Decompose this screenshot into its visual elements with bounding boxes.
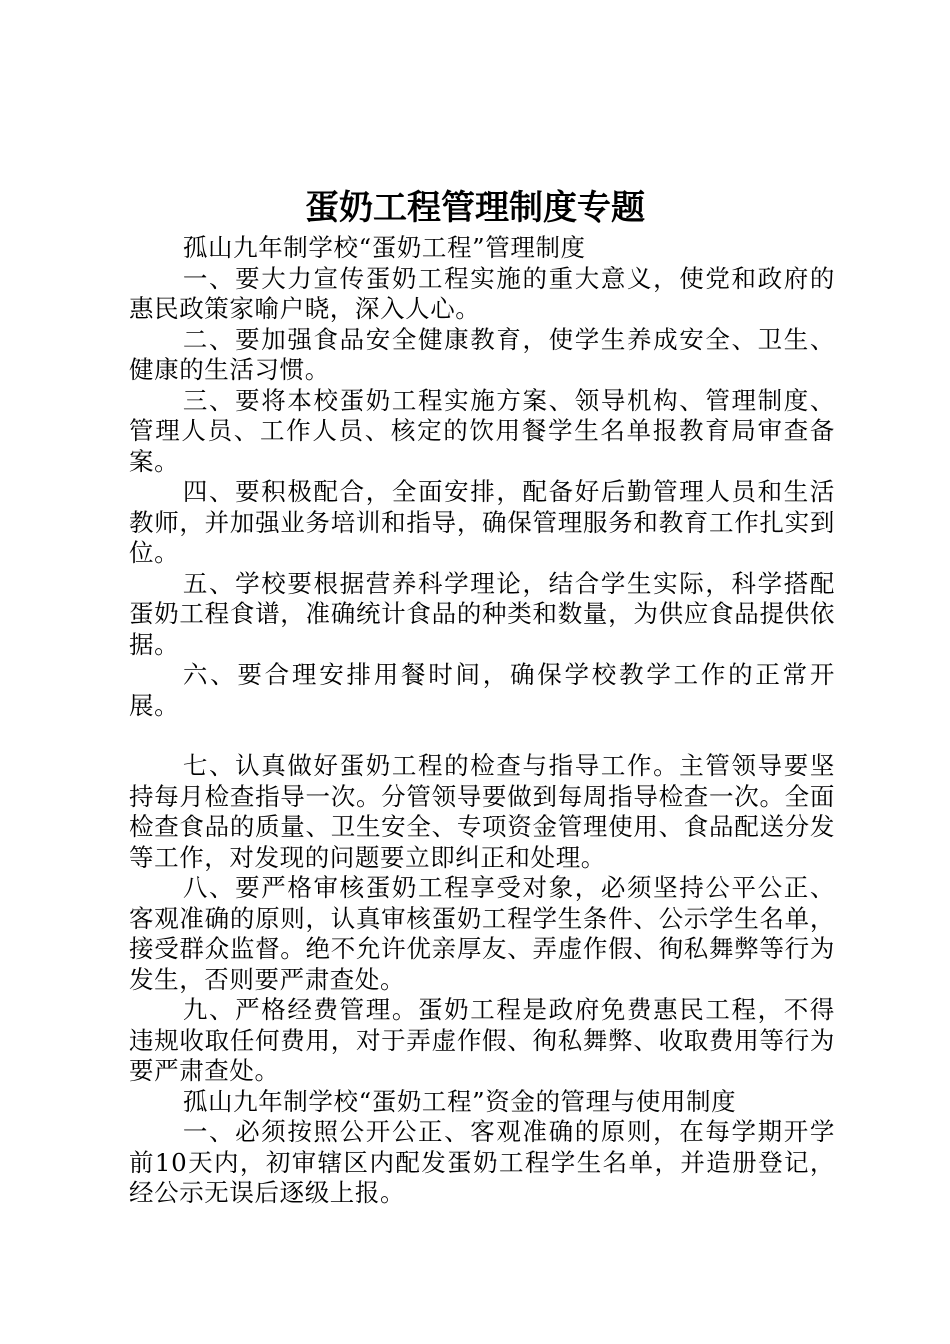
- paragraph-item-9: 九、严格经费管理。蛋奶工程是政府免费惠民工程，不得违规收取任何费用，对于弄虚作假、徇私舞弊、收取费用等行为要严肃查处。: [129, 995, 835, 1085]
- paragraph-spacer: [129, 721, 835, 751]
- paragraph-item-2: 二、要加强食品安全健康教育，使学生养成安全、卫生、健康的生活习惯。: [129, 324, 835, 384]
- section-heading-fund-rules: 孤山九年制学校“蛋奶工程”资金的管理与使用制度: [182, 1086, 737, 1116]
- paragraph-item-6: 六、要合理安排用餐时间，确保学校教学工作的正常开展。: [129, 660, 835, 720]
- paragraph-item-1: 一、要大力宣传蛋奶工程实施的重大意义，使党和政府的惠民政策家喻户晓，深入人心。: [129, 263, 835, 323]
- paragraph-item-3: 三、要将本校蛋奶工程实施方案、领导机构、管理制度、管理人员、工作人员、核定的饮用餐学生名单报教育局审查备案。: [129, 385, 835, 476]
- paragraph-item-5: 五、学校要根据营养科学理论，结合学生实际，科学搭配蛋奶工程食谱，准确统计食品的种类和数量，为供应食品提供依据。: [129, 568, 835, 659]
- paragraph-item-4: 四、要积极配合，全面安排，配备好后勤管理人员和生活教师，并加强业务培训和指导，确保管理服务和教育工作扎实到位。: [129, 477, 835, 567]
- document-title: 蛋奶工程管理制度专题: [305, 188, 645, 228]
- section-heading-management-rules: 孤山九年制学校“蛋奶工程”管理制度: [182, 233, 586, 262]
- paragraph-item-7: 七、认真做好蛋奶工程的检查与指导工作。主管领导要坚持每月检查指导一次。分管领导要做到每周指导检查一次。全面检查食品的质量、卫生安全、专项资金管理使用、食品配送分发等工作，对发现的问题要立即纠正和处理。: [129, 751, 835, 872]
- document-body: [129, 233, 835, 1209]
- paragraph-fund-item-1: 一、必须按照公开公正、客观准确的原则，在每学期开学前10天内，初审辖区内配发蛋奶工程学生名单，并造册登记，经公示无误后逐级上报。: [129, 1117, 835, 1207]
- paragraph-item-8: 八、要严格审核蛋奶工程享受对象，必须坚持公平公正、客观准确的原则，认真审核蛋奶工程学生条件、公示学生名单，接受群众监督。绝不允许优亲厚友、弄虚作假、徇私舞弊等行为发生，否则要严肃查处。: [129, 873, 835, 994]
